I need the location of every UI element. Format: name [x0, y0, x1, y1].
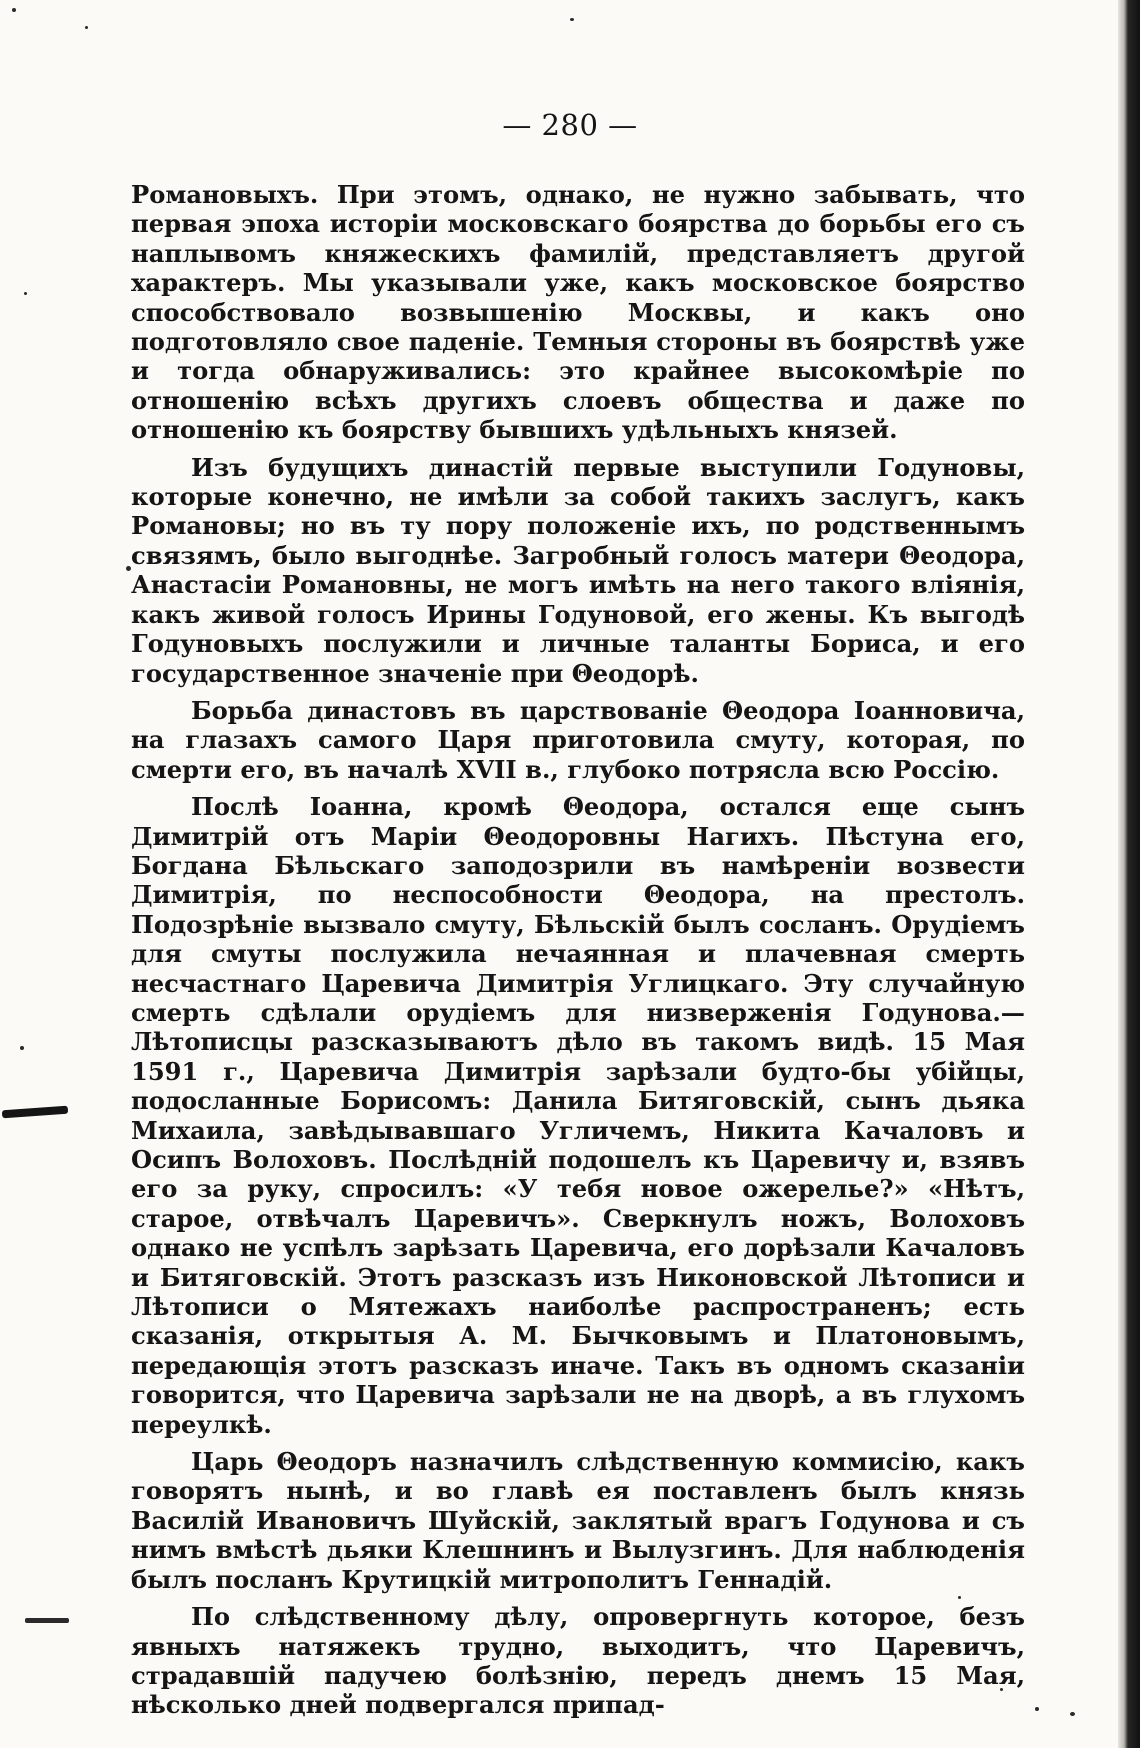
paragraph: Царь Θеодоръ назначилъ слѣдственную коммисію, какъ говорятъ нынѣ, и во главѣ ея поставленъ былъ князь Василій Ивановичъ Шуйскій, заклятый врагъ Годунова и съ нимъ вмѣстѣ дьяки Клешнинъ и Вылузгинъ. Для наблюденія былъ посланъ Крутицкій митрополитъ Геннадій. — [131, 1447, 1025, 1594]
body-text — [131, 180, 1025, 1728]
page-number: — 280 — — [502, 108, 638, 142]
scan-speck — [1035, 1707, 1039, 1711]
paragraph: Борьба династовъ въ царствованіе Θеодора Іоанновича, на глазахъ самого Царя приготовила смуту, которая, по смерти его, въ началѣ XVII в., глубоко потрясла всю Россію. — [131, 695, 1025, 784]
scan-speck — [570, 18, 574, 21]
paragraph: Изъ будущихъ династій первые выступили Годуновы, которые конечно, не имѣли за собой такихъ заслугъ, какъ Романовы; но въ ту пору положеніе ихъ, по родственнымъ связямъ, было выгоднѣе. Загробный голосъ матери Θеодора, Анастасіи Романовны, не могъ имѣть на него такого вліянія, какъ живой голосъ Ирины Годуновой, его жены. Къ выгодѣ Годуновыхъ послужили и личные таланты Бориса, и его государственное значеніе при Θеодорѣ. — [131, 452, 1025, 688]
scan-speck — [1070, 1712, 1075, 1716]
paragraph: По слѣдственному дѣлу, опровергнуть которое, безъ явныхъ натяжекъ трудно, выходитъ, что Царевичъ, страдавшій падучею болѣзнію, передъ днемъ 15 Мая, нѣсколько дней подвергался припад- — [131, 1602, 1025, 1720]
scan-speck — [12, 8, 16, 12]
paragraph: Романовыхъ. При этомъ, однако, не нужно забывать, что первая эпоха исторіи московскаго боярства до борьбы его съ наплывомъ княжескихъ фамилій, представляетъ другой характеръ. Мы указывали уже, какъ московское боярство способствовало возвышенію Москвы, и какъ оно подготовляло свое паденіе. Темныя стороны въ боярствѣ уже и тогда обнаруживались: это крайнее высокомѣріе по отношенію всѣхъ другихъ слоевъ общества и даже по отношенію къ боярству бывшихъ удѣльныхъ князей. — [131, 180, 1025, 445]
scan-speck — [85, 26, 88, 29]
scan-edge — [1118, 0, 1140, 1748]
scan-speck — [20, 1046, 24, 1050]
paragraph: Послѣ Іоанна, кромѣ Θеодора, остался еще сынъ Димитрій отъ Маріи Θеодоровны Нагихъ. Пѣстуна его, Богдана Бѣльскаго заподозрили въ намѣреніи возвести Димитрія, по неспособности Θеодора, на престолъ. Подозрѣніе вызвало смуту, Бѣльскій былъ сосланъ. Орудіемъ для смуты послужила нечаянная и плачевная смерть несчастнаго Царевича Димитрія Углицкаго. Эту случайную смерть сдѣлали орудіемъ для низверженія Годунова.—Лѣтописцы разсказываютъ дѣло въ такомъ видѣ. 15 Мая 1591 г., Царевича Димитрія зарѣзали будто-бы убійцы, подосланные Борисомъ: Данила Битяговскій, сынъ дьяка Михаила, завѣдывавшаго Угличемъ, Никита Качаловъ и Осипъ Волоховъ. Послѣдній подошелъ къ Царевичу и, взявъ его за руку, спросилъ: «У тебя новое ожерелье?» «Нѣтъ, старое, отвѣчалъ Царевичъ». Сверкнулъ ножъ, Волоховъ однако не успѣлъ зарѣзать Царевича, его дорѣзали Качаловъ и Битяговскій. Этотъ разсказъ изъ Никоновской Лѣтописи и Лѣтописи о Мятежахъ наиболѣе распространенъ; есть сказанія, открытыя А. М. Бычковымъ и Платоновымъ, передающія этотъ разсказъ иначе. Такъ въ одномъ сказаніи говорится, что Царевича зарѣзали не на дворѣ, а въ глухомъ переулкѣ. — [131, 792, 1025, 1439]
margin-ink-mark — [25, 1618, 69, 1623]
margin-ink-mark — [2, 1106, 68, 1119]
scan-speck — [24, 292, 27, 295]
